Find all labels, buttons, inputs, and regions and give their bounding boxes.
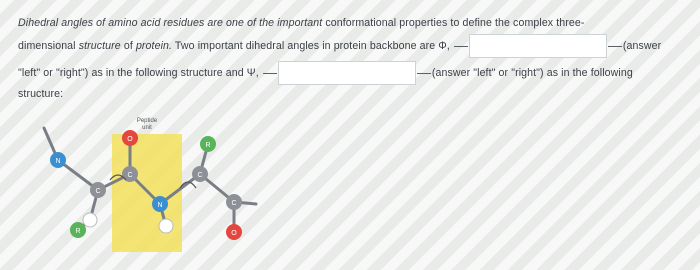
carbon-atom-1-label: C <box>95 188 101 195</box>
psi-answer-input[interactable] <box>278 61 416 85</box>
carbon-atom-3-label: C <box>197 172 203 179</box>
peptide-unit-sublabel: unit <box>142 125 152 131</box>
psi-answer-trailer <box>417 73 431 74</box>
question-line-4 <box>18 83 63 105</box>
hydrogen-atom-1 <box>83 213 97 227</box>
oxygen-atom-2-label: O <box>231 230 237 237</box>
phi-answer-input[interactable] <box>469 34 607 58</box>
psi-answer-leader <box>263 73 277 74</box>
r-group-atom-1-label: R <box>75 228 81 235</box>
hydrogen-atom-2 <box>159 219 173 233</box>
line4-text: structure: <box>18 88 64 100</box>
line1-text-a: Dihedral angles of amino acid residues are one of the <box>18 17 278 29</box>
line1-emphasis: important <box>277 17 323 29</box>
r-group-atom-2-label: R <box>205 142 211 149</box>
line2-text-c: Two important dihedral angles in protein backbone are Φ, <box>172 39 450 52</box>
carbon-atom-2-label: C <box>127 172 133 179</box>
line3-text-a: "left" or "right") as in the following structure and Ψ, <box>18 66 259 79</box>
phi-answer-trailer <box>608 46 622 47</box>
oxygen-atom-1-label: O <box>127 136 133 143</box>
line2-emphasis: structure <box>78 39 121 52</box>
line2-emphasis-2: protein. <box>135 39 173 52</box>
line2-text-d: (answer <box>622 39 662 52</box>
nitrogen-atom-1-label: N <box>55 158 61 165</box>
line1-text-b: conformational properties to define the complex three- <box>322 17 585 29</box>
phi-answer-leader <box>454 46 468 47</box>
line2-text-b: of <box>120 39 136 52</box>
line3-text-b: (answer "left" or "right") as in the following <box>431 66 633 79</box>
peptide-unit-label: Peptide <box>136 118 158 124</box>
question-line-2 <box>18 34 661 58</box>
carbon-atom-4-label: C <box>231 200 237 207</box>
nitrogen-atom-2-label: N <box>157 202 163 209</box>
peptide-structure-figure <box>34 108 264 258</box>
question-line-1 <box>18 12 585 34</box>
line2-text-a: dimensional <box>18 39 79 52</box>
question-line-3 <box>18 61 633 85</box>
